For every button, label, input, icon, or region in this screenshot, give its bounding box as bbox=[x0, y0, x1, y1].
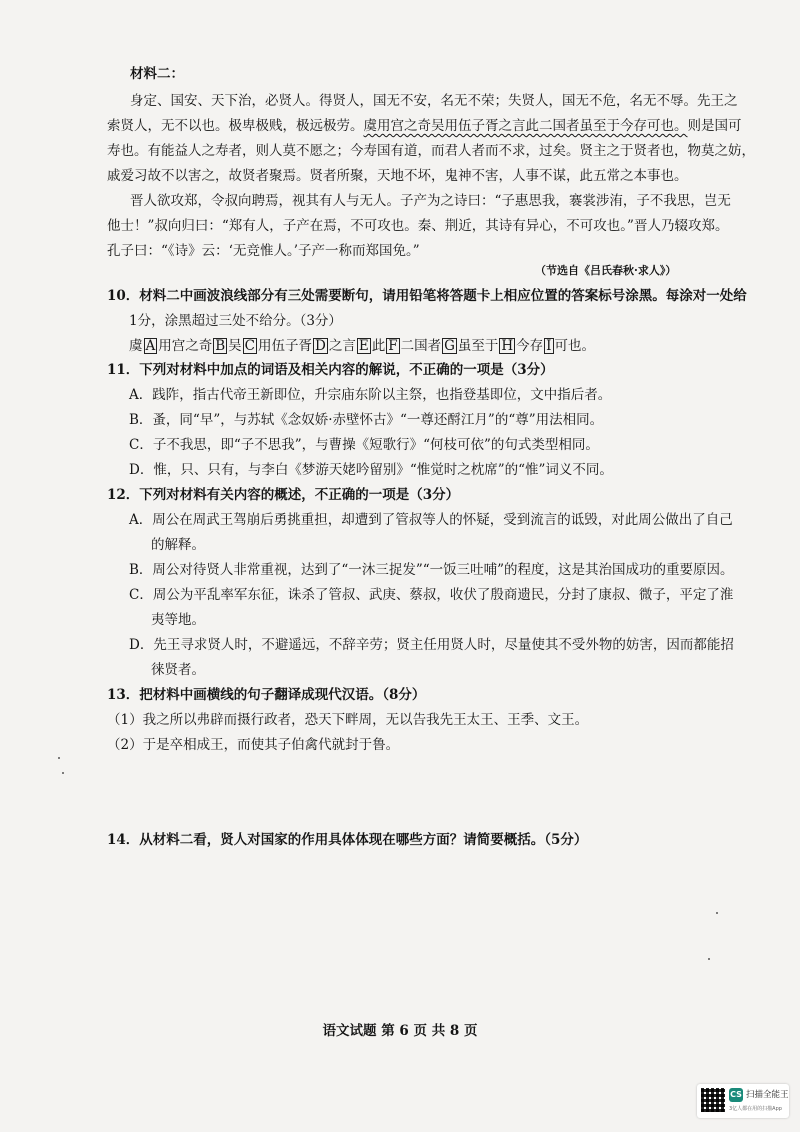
option-d-cont: 徕贤者。 bbox=[151, 662, 205, 678]
answer-box: F bbox=[388, 338, 398, 354]
answer-box: D bbox=[315, 338, 326, 354]
option-d: D．惟，只、只有，与李白《梦游天姥吟留别》“惟觉时之枕席”的“惟”词义不同。 bbox=[129, 462, 613, 478]
watermark-subtitle: 3亿人都在用的扫描App bbox=[729, 1106, 782, 1112]
camscanner-logo-icon: CS bbox=[729, 1088, 743, 1102]
option-c: C．周公为平乱率军东征，诛杀了管叔、武庚、蔡叔，收伏了殷商遗民，分封了康叔、微子，平定了淮 bbox=[129, 587, 734, 603]
material-line: 他士！”叔向归曰：“郑有人，子产在焉，不可攻也。秦、荆近，其诗有异心，不可攻也。”晋人乃辍攻郑。 bbox=[107, 218, 729, 234]
material-line: 戚爱习故不以害之，故贤者聚焉。贤者所聚，天地不坏，鬼神不害，人事不谋，此五常之本事也。 bbox=[107, 168, 688, 184]
question-10-stem: 10．材料二中画波浪线部分有三处需要断句，请用铅笔将答题卡上相应位置的答案标号涂黑。每涂对一处给 bbox=[107, 288, 747, 304]
material-text: 索贤人，无不以也。极卑极贱，极远极劳。 bbox=[107, 118, 364, 134]
option-b: B．周公对待贤人非常重视，达到了“一沐三捉发”“一饭三吐哺”的程度，这是其治国成功的重要原因。 bbox=[129, 562, 734, 578]
segment: 之言 bbox=[328, 338, 356, 354]
segment: 此 bbox=[371, 338, 386, 354]
option-a-cont: 的解释。 bbox=[151, 537, 205, 553]
question-10-sentence bbox=[129, 337, 595, 355]
answer-box: C bbox=[244, 338, 256, 354]
segment: 用伍子胥 bbox=[258, 338, 313, 354]
question-13-stem: 13．把材料中画横线的句子翻译成现代汉语。（8分） bbox=[107, 687, 426, 703]
answer-box: H bbox=[501, 338, 514, 354]
material-line: 孔子曰：“《诗》云：‘无竞惟人。’子产一称而郑国免。” bbox=[107, 243, 420, 259]
segment: 可也。 bbox=[554, 338, 595, 354]
answer-box: B bbox=[215, 338, 226, 354]
option-a: A．周公在周武王驾崩后勇挑重担，却遭到了管叔等人的怀疑，受到流言的诋毁，对此周公做出了自己 bbox=[129, 512, 733, 528]
question-10-stem-cont: 1分，涂黑超过三处不给分。（3分） bbox=[129, 313, 342, 329]
scan-speck bbox=[62, 772, 64, 774]
scan-speck bbox=[716, 912, 718, 914]
wavy-sentence: 虞用宫之奇吴用伍子胥之言此二国者虽至于今存可也。 bbox=[363, 118, 688, 134]
translation-item-2: （2）于是卒相成王，而使其子伯禽代就封于鲁。 bbox=[107, 737, 400, 753]
scan-speck bbox=[58, 757, 60, 759]
page-footer: 语文试题 第 6 页 共 8 页 bbox=[322, 1023, 478, 1039]
segment: 吴 bbox=[228, 338, 242, 354]
answer-box: I bbox=[546, 338, 552, 354]
option-c: C．子不我思，即“子不思我”，与曹操《短歌行》“何枝可依”的句式类型相同。 bbox=[129, 437, 599, 453]
option-d: D．先王寻求贤人时，不避遥远，不辞辛劳；贤主任用贤人时，尽量使其不受外物的妨害，因而都能招 bbox=[129, 637, 734, 653]
qr-code-icon bbox=[701, 1088, 725, 1112]
segment: 今存 bbox=[516, 338, 544, 354]
segment: 虽至于 bbox=[457, 338, 499, 354]
material-line: 身定、国安、天下治，必贤人。得贤人，国无不安，名无不荣；失贤人，国无不危，名无不辱。先王之 bbox=[130, 93, 738, 109]
material-text: 则是国可 bbox=[687, 118, 742, 134]
option-a: A．践阼，指古代帝王新即位，升宗庙东阶以主祭，也指登基即位，文中指后者。 bbox=[129, 387, 612, 403]
material-line: 晋人欲攻郑，令叔向聘焉，视其有人与无人。子产为之诗曰：“子惠思我，褰裳涉洧，子不我思，岂无 bbox=[130, 193, 731, 209]
question-14-stem: 14．从材料二看，贤人对国家的作用具体体现在哪些方面？请简要概括。（5分） bbox=[107, 832, 588, 848]
material-line bbox=[107, 117, 742, 135]
segment: 虞 bbox=[129, 338, 143, 354]
answer-box: E bbox=[358, 338, 369, 354]
question-12-stem: 12．下列对材料有关内容的概述，不正确的一项是（3分） bbox=[107, 487, 460, 503]
segment: 二国者 bbox=[400, 338, 442, 354]
translation-item-1: （1）我之所以弗辟而摄行政者，恐天下畔周，无以告我先王太王、王季、文王。 bbox=[107, 712, 589, 728]
scanner-watermark bbox=[697, 1084, 789, 1118]
scan-speck bbox=[708, 958, 710, 960]
segment: 用宫之奇 bbox=[158, 338, 213, 354]
answer-box: G bbox=[444, 338, 455, 354]
option-b: B．蚤，同“早”，与苏轼《念奴娇·赤壁怀古》“一尊还酹江月”的“尊”用法相同。 bbox=[129, 412, 604, 428]
question-11-stem: 11．下列对材料中加点的词语及相关内容的解说，不正确的一项是（3分） bbox=[107, 362, 554, 378]
source-note: （节选自《吕氏春秋·求人》） bbox=[535, 264, 677, 277]
material-line: 寿也。有能益人之寿者，则人莫不愿之；今寿国有道，而君人者而不求，过矣。贤主之于贤者也，物莫之妨， bbox=[107, 143, 755, 159]
answer-box: A bbox=[145, 338, 156, 354]
watermark-name: 扫描全能王 bbox=[746, 1090, 789, 1100]
material-heading: 材料二： bbox=[130, 66, 184, 82]
option-c-cont: 夷等地。 bbox=[151, 612, 205, 628]
